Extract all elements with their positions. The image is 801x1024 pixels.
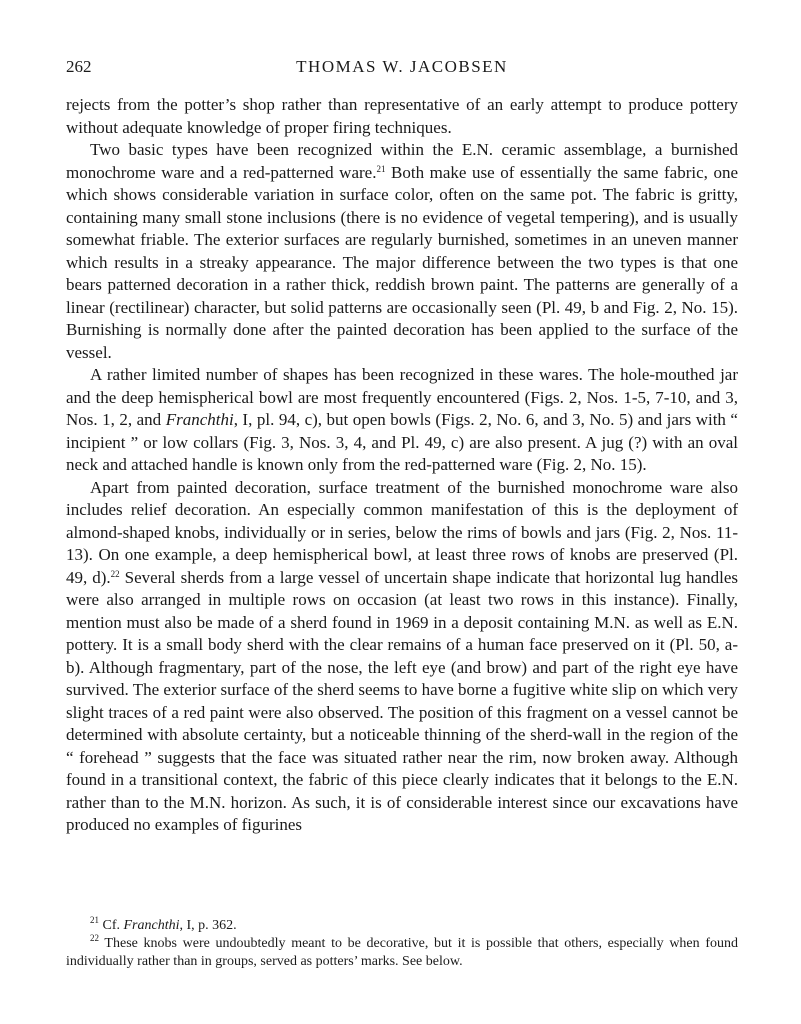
paragraph-2-text-b: Both make use of essentially the same fabric, one which shows considerable variation in surface color, often on the same pot. The fabric is gritty, containing many small stone inclusions (there is no evidence of vegetal tempering), and is usually somewhat friable. The exterior surfaces are regularly burnished, sometimes in an uneven manner which results in a streaky appearance. The major difference between the two types is that one bears patterned decoration in a rather thick, reddish brown paint. The patterns are generally of a linear (rectilinear) character, but solid patterns are occasionally seen (Pl. 49, b and Fig. 2, No. 15). Burnishing is normally done after the painted decoration has been applied to the surface of the vessel. — [66, 162, 738, 362]
paragraph-3-text-a: A rather limited number of shapes has been recognized in these wares. The hole-mouthed jar and the deep hemispherical bowl are most frequently encountered (Figs. 2, Nos. 1-5, 7-10, and 3, Nos. 1, 2, and — [66, 365, 738, 429]
paragraph-4 — [66, 477, 738, 837]
paragraph-3-text-b: , I, pl. 94, c), but open bowls (Figs. 2, No. 6, and 3, No. 5) and jars with “ incipient ” or low collars (Fig. 3, Nos. 3, 4, and Pl. 49, c) are also present. A jug (?) with an oval neck and attached handle is known only from the red-patterned ware (Fig. 2, No. 15). — [66, 410, 738, 474]
paragraph-3 — [66, 364, 738, 477]
paragraph-2-text-a: Two basic types have been recognized within the E.N. ceramic assemblage, a burnished monochrome ware and a red-patterned ware. — [66, 140, 738, 182]
footnote-ref-21: 21 — [376, 163, 386, 174]
footnote-22 — [66, 935, 738, 971]
footnote-21-italic: Franchthi — [123, 918, 180, 933]
paragraph-4-text-a: Apart from painted decoration, surface treatment of the burnished monochrome ware also includes relief decoration. An especially common manifestation of this is the deployment of almond-shaped knobs, individually or in series, below the rims of bowls and jars (Fig. 2, Nos. 11-13). On one example, a deep hemispherical bowl, at least three rows of knobs are preserved (Pl. 49, d). — [66, 477, 738, 587]
paragraph-3-italic: Franchthi — [165, 410, 234, 429]
running-head: THOMAS W. JACOBSEN — [296, 57, 508, 76]
footnote-ref-22: 22 — [110, 568, 120, 579]
footnote-21 — [66, 917, 738, 935]
footnote-21-pre: Cf. — [99, 918, 124, 933]
paragraph-4-text-b: Several sherds from a large vessel of uncertain shape indicate that horizontal lug handles were also arranged in multiple rows on occasion (at least two rows in this instance). Finally, mention must also be made of a sherd found in 1969 in a deposit containing M.N. as well as E.N. pottery. It is a small body sherd with the clear remains of a human face preserved on it (Pl. 50, a-b). Although fragmentary, part of the nose, the left eye (and brow) and part of the right eye have survived. The exterior surface of the sherd seems to have borne a fugitive white slip on which very slight traces of a red paint were also observed. The position of this fragment on a vessel cannot be determined with absolute certainty, but a noticeable thinning of the sherd-wall in the region of the “ forehead ” suggests that the face was situated rather near the rim, now broken away. Although found in a transitional context, the fabric of this piece clearly indicates that it belongs to the E.N. rather than to the M.N. horizon. As such, it is of considerable interest since our excavations have produced no examples of figurines — [66, 567, 738, 834]
page-number: 262 — [66, 57, 92, 76]
footnotes — [66, 917, 738, 971]
page-header — [66, 57, 738, 79]
footnote-22-text: These knobs were undoubtedly meant to be decorative, but it is possible that others, especially when found individually rather than in groups, served as potters’ marks. See below. — [66, 936, 738, 969]
footnote-21-post: , I, p. 362. — [179, 918, 237, 933]
footnote-21-number: 21 — [90, 915, 99, 925]
paragraph-1-text: rejects from the potter’s shop rather than representative of an early attempt to produce pottery without adequate knowledge of proper firing techniques. — [66, 95, 738, 137]
paragraph-1 — [66, 94, 738, 139]
body-text — [66, 94, 738, 837]
footnote-22-number: 22 — [90, 933, 99, 943]
paragraph-2 — [66, 139, 738, 364]
